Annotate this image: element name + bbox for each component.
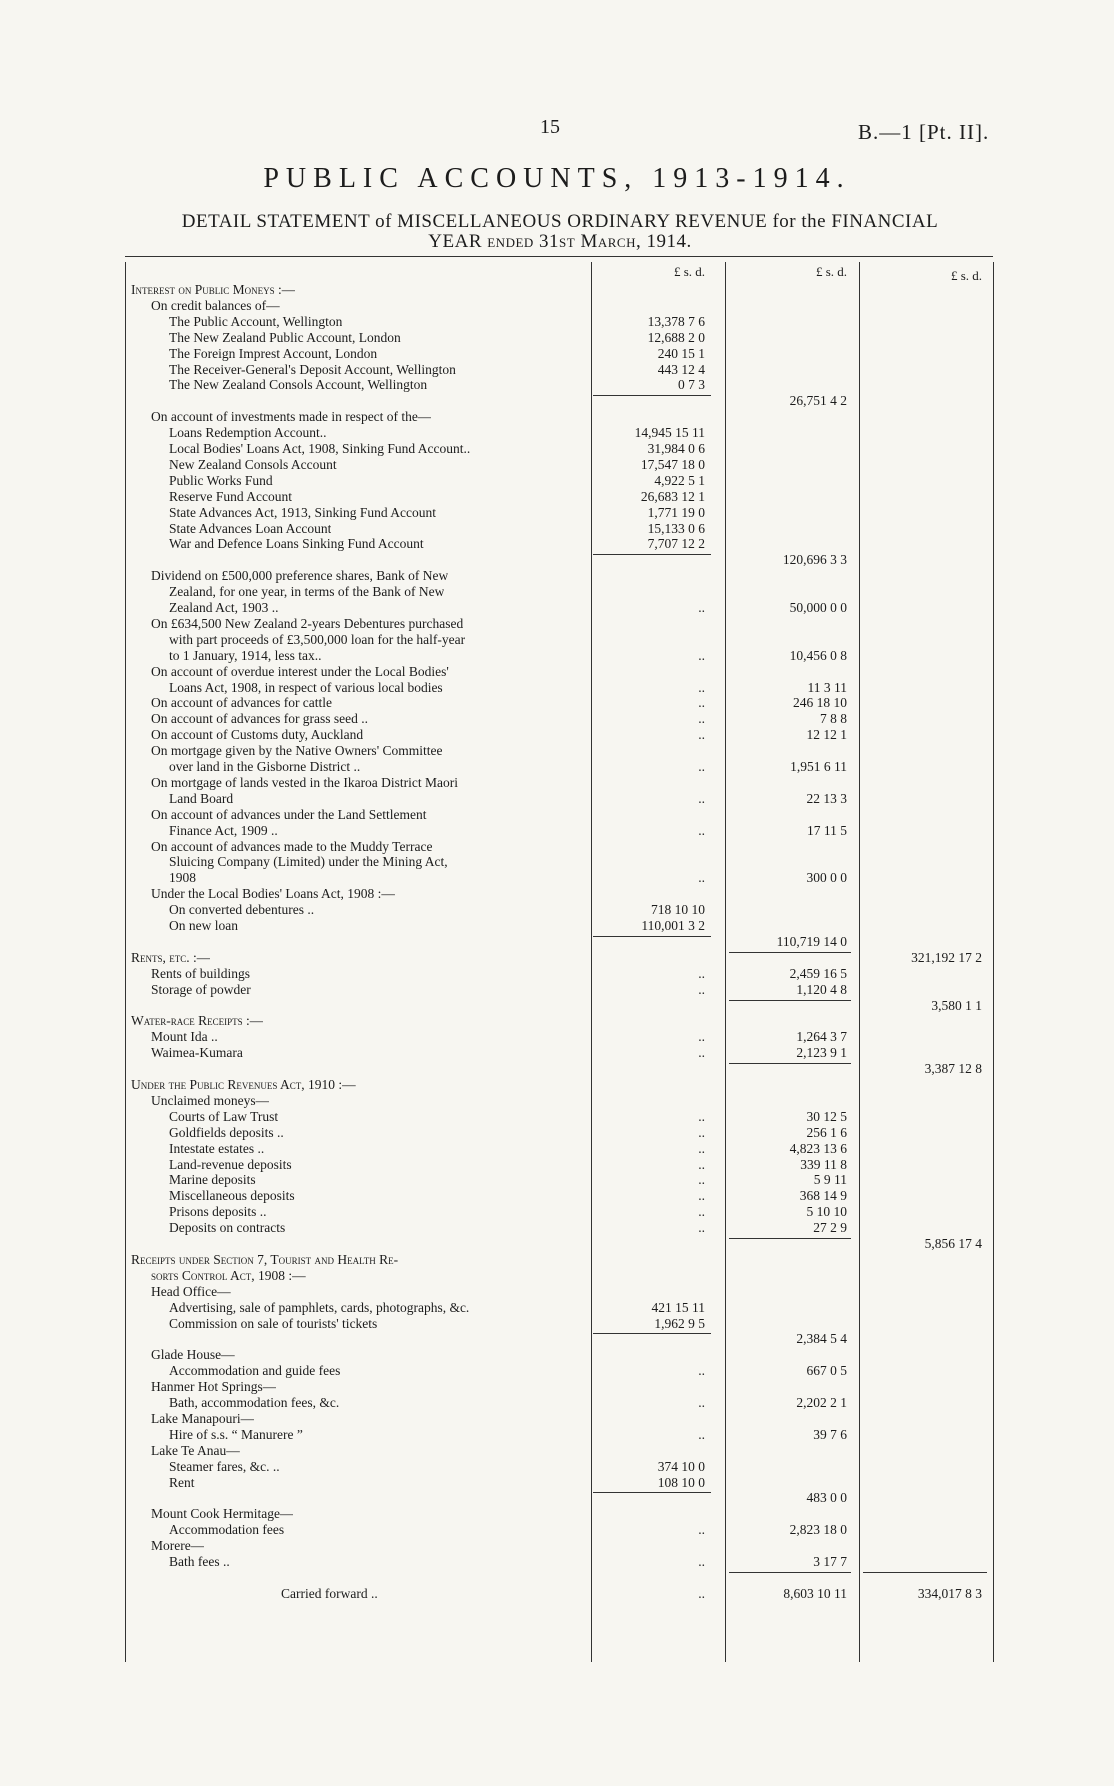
ledger-row [125, 711, 997, 727]
amount-column-1: 718 10 10 [651, 902, 705, 918]
ledger-row [125, 1538, 997, 1554]
total-rule [729, 1000, 851, 1001]
amount-column-2: 2,202 2 1 [796, 1395, 847, 1410]
ledger-row [125, 727, 997, 743]
item-description: Morere— [151, 1538, 205, 1554]
ledger-row [125, 314, 997, 330]
amount-column-3: 3,387 12 8 [924, 1061, 982, 1077]
ledger-row [125, 664, 997, 680]
item-description: Finance Act, 1909 .. [169, 822, 278, 838]
amount-column-1: 108 10 0 [657, 1474, 705, 1490]
item-description: 1908 [169, 870, 196, 886]
amount-column-1: .. [698, 1188, 705, 1204]
item-description: Zealand, for one year, in terms of the Bank of New [169, 584, 445, 600]
amount-column-2: 30 12 5 [806, 1108, 847, 1124]
ledger-row [125, 362, 997, 378]
item-description: Accommodation fees [169, 1522, 285, 1538]
amount-column-1: .. [698, 1554, 705, 1569]
amount-column-1: .. [698, 1585, 705, 1601]
ledger-row [125, 1157, 997, 1173]
amount-column-1: .. [698, 1124, 705, 1140]
ledger-row [125, 536, 997, 552]
ledger-row [125, 823, 997, 839]
amount-column-2: 1,264 3 7 [796, 1029, 847, 1045]
item-description: Local Bodies' Loans Act, 1908, Sinking Fund Account.. [169, 441, 471, 456]
amount-column-1: .. [698, 759, 705, 774]
item-description: On £634,500 New Zealand 2-years Debentures purchased [151, 615, 464, 631]
item-description: On credit balances of— [151, 297, 280, 313]
item-description: On account of advances for cattle [151, 695, 333, 711]
amount-column-1: .. [698, 1395, 705, 1410]
subtitle-line-1: DETAIL STATEMENT of MISCELLANEOUS ORDINARY REVENUE for the FINANCIAL [181, 211, 939, 232]
ledger-row [125, 1284, 997, 1300]
amount-column-2: 2,823 18 0 [789, 1522, 847, 1538]
ledger-row [125, 695, 997, 711]
ledger-row [125, 1316, 997, 1332]
item-description: State Advances Loan Account [169, 520, 332, 536]
amount-column-1: 4,922 5 1 [654, 472, 705, 488]
subtitle-line-2: YEAR ended 31st March, 1914. [428, 231, 692, 252]
item-description: Rent [169, 1474, 195, 1490]
ledger-row [125, 1029, 997, 1045]
document-reference: B.—1 [Pt. II]. [858, 120, 990, 144]
item-description: The Receiver-General's Deposit Account, Wellington [169, 361, 456, 377]
ledger-row [125, 1331, 997, 1347]
amount-column-1: .. [698, 1363, 705, 1379]
ledger-row [125, 377, 997, 393]
amount-column-3: 321,192 17 2 [911, 949, 982, 965]
item-description: Bath fees .. [169, 1554, 230, 1569]
item-description: Rents of buildings [151, 965, 251, 981]
total-rule [729, 1572, 851, 1573]
item-description: Hanmer Hot Springs— [151, 1379, 277, 1395]
item-description: with part proceeds of £3,500,000 loan for the half-year [169, 631, 466, 647]
amount-column-2: 1,951 6 11 [790, 759, 847, 774]
ledger-row [125, 1459, 997, 1475]
revenue-ledger-table [125, 262, 997, 1662]
amount-column-2: 256 1 6 [806, 1124, 847, 1140]
item-description: Commission on sale of tourists' tickets [169, 1315, 378, 1331]
item-description: Loans Redemption Account.. [169, 425, 327, 441]
amount-column-1: .. [698, 790, 705, 806]
item-description: Loans Act, 1908, in respect of various local bodies [169, 679, 443, 695]
ledger-row [125, 1395, 997, 1411]
ledger-row [125, 346, 997, 362]
amount-column-1: .. [698, 1029, 705, 1045]
amount-column-1: 1,962 9 5 [654, 1315, 705, 1331]
item-description: Under the Local Bodies' Loans Act, 1908 :— [151, 886, 395, 902]
ledger-row [125, 982, 997, 998]
total-rule [729, 952, 851, 953]
grand-total-rule [863, 1572, 987, 1573]
ledger-row [125, 759, 997, 775]
ledger-row [125, 330, 997, 346]
amount-column-2: 2,459 16 5 [789, 965, 847, 981]
ledger-row [125, 918, 997, 934]
item-description: Storage of powder [151, 981, 251, 997]
amount-column-3: 3,580 1 1 [931, 997, 982, 1013]
amount-column-2: 39 7 6 [813, 1426, 847, 1442]
amount-column-1: 443 12 4 [657, 361, 705, 377]
ledger-row [125, 409, 997, 425]
amount-column-1: .. [698, 695, 705, 711]
item-description: On account of advances under the Land Settlement [151, 806, 427, 822]
amount-column-2: 2,384 5 4 [796, 1331, 847, 1347]
amount-column-1: .. [698, 965, 705, 981]
amount-column-2: 17 11 5 [807, 822, 847, 838]
column-header-1: £ s. d. [673, 264, 705, 279]
amount-column-1: 7,707 12 2 [647, 536, 705, 552]
item-description: Deposits on contracts [169, 1220, 286, 1236]
amount-column-2: 27 2 9 [813, 1220, 847, 1236]
amount-column-2: 110,719 14 0 [776, 933, 847, 949]
amount-column-2: 1,120 4 8 [796, 981, 847, 997]
amount-column-1: .. [698, 1220, 705, 1236]
item-description: Miscellaneous deposits [169, 1188, 295, 1204]
amount-column-1: .. [698, 1108, 705, 1124]
statement-subtitle [120, 212, 1000, 252]
amount-column-2: 339 11 8 [800, 1156, 847, 1172]
ledger-row [125, 1252, 997, 1268]
amount-column-2: 11 3 11 [807, 679, 847, 695]
column-header-2: £ s. d. [815, 264, 847, 279]
ledger-row [125, 584, 997, 600]
amount-column-1: .. [698, 600, 705, 615]
amount-column-2: 120,696 3 3 [782, 552, 847, 568]
ledger-row [125, 1125, 997, 1141]
amount-column-3: 5,856 17 4 [924, 1236, 982, 1251]
amount-column-1: 374 10 0 [657, 1458, 705, 1474]
item-description: Courts of Law Trust [169, 1108, 279, 1124]
page-title: PUBLIC ACCOUNTS, 1913-1914. [263, 163, 851, 194]
amount-column-2: 2,123 9 1 [796, 1045, 847, 1061]
ledger-row [125, 775, 997, 791]
item-description: over land in the Gisborne District .. [169, 759, 361, 774]
item-description: Lake Te Anau— [151, 1442, 240, 1458]
ledger-row [125, 1013, 997, 1029]
ledger-row [125, 1586, 997, 1602]
ledger-row [125, 998, 997, 1014]
ledger-row [125, 854, 997, 870]
table-top-rule [125, 256, 993, 257]
amount-column-1: 15,133 0 6 [647, 520, 705, 536]
amount-column-2: 368 14 9 [799, 1188, 847, 1204]
item-description: Lake Manapouri— [151, 1410, 255, 1426]
amount-column-1: .. [698, 711, 705, 727]
amount-column-1: 0 7 3 [678, 377, 705, 393]
item-description: Steamer fares, &c. .. [169, 1458, 280, 1474]
ledger-row [125, 457, 997, 473]
ledger-row [125, 282, 997, 298]
amount-column-1: .. [698, 727, 705, 743]
amount-column-1: .. [698, 1156, 705, 1172]
section-heading: Receipts under Section 7, Tourist and Health Re- [131, 1251, 399, 1267]
amount-column-1: .. [698, 1045, 705, 1061]
item-description: Bath, accommodation fees, &c. [169, 1395, 340, 1410]
amount-column-1: .. [698, 1140, 705, 1156]
item-description: Marine deposits [169, 1172, 256, 1188]
ledger-row [125, 1506, 997, 1522]
amount-column-1: .. [698, 822, 705, 838]
ledger-row [125, 807, 997, 823]
amount-column-1: 14,945 15 11 [634, 425, 705, 441]
item-description: to 1 January, 1914, less tax.. [169, 647, 322, 663]
item-description: Prisons deposits .. [169, 1204, 267, 1220]
ledger-row [125, 1475, 997, 1491]
amount-column-1: 240 15 1 [657, 345, 705, 361]
column-header-row [125, 264, 997, 283]
subtotal-rule [593, 1492, 711, 1493]
item-description: The New Zealand Consols Account, Wellington [169, 377, 428, 393]
amount-column-1: .. [698, 647, 705, 663]
ledger-row [125, 1379, 997, 1395]
amount-column-2: 5 9 11 [813, 1172, 847, 1188]
amount-column-2: 22 13 3 [806, 790, 847, 806]
amount-column-2: 483 0 0 [806, 1490, 847, 1506]
ledger-row [125, 648, 997, 664]
item-description: State Advances Act, 1913, Sinking Fund Account [169, 504, 436, 520]
ledger-row [125, 600, 997, 616]
item-description: Hire of s.s. “ Manurere ” [169, 1426, 303, 1442]
amount-column-1: 17,547 18 0 [640, 456, 705, 472]
item-description: Advertising, sale of pamphlets, cards, photographs, &c. [169, 1299, 470, 1315]
section-heading: sorts Control Act, 1908 :— [151, 1267, 306, 1283]
ledger-row [125, 425, 997, 441]
item-description: Reserve Fund Account [169, 488, 292, 504]
ledger-row [125, 934, 997, 950]
ledger-row [125, 1061, 997, 1077]
amount-column-2: 300 0 0 [806, 870, 847, 886]
item-description: On converted debentures .. [169, 902, 315, 918]
amount-column-1: .. [698, 870, 705, 886]
amount-column-2: 4,823 13 6 [789, 1140, 847, 1156]
ledger-row [125, 1236, 997, 1252]
amount-column-1: .. [698, 1522, 705, 1538]
amount-column-1: .. [698, 679, 705, 695]
ledger-row [125, 791, 997, 807]
ledger-row [125, 680, 997, 696]
ledger-row [125, 521, 997, 537]
column-header-3: £ s. d. [950, 268, 982, 283]
ledger-row [125, 393, 997, 409]
item-description: On mortgage of lands vested in the Ikaroa District Maori [151, 774, 459, 790]
item-description: On mortgage given by the Native Owners' Committee [151, 743, 443, 759]
ledger-row [125, 1204, 997, 1220]
ledger-row [125, 441, 997, 457]
item-description: On account of investments made in respect of the— [151, 409, 432, 425]
subtotal-rule [593, 395, 711, 396]
item-description: Accommodation and guide fees [169, 1363, 341, 1379]
section-heading: Under the Public Revenues Act, 1910 :— [131, 1077, 356, 1092]
item-description: Intestate estates .. [169, 1140, 265, 1156]
ledger-row [125, 1411, 997, 1427]
amount-column-1: 31,984 0 6 [647, 441, 705, 456]
ledger-row [125, 1427, 997, 1443]
amount-column-2: 26,751 4 2 [789, 393, 847, 409]
ledger-row [125, 1363, 997, 1379]
amount-column-1: 12,688 2 0 [647, 329, 705, 345]
ledger-row [125, 505, 997, 521]
ledger-row [125, 870, 997, 886]
ledger-row [125, 489, 997, 505]
amount-column-1: .. [698, 1426, 705, 1442]
item-description: Land-revenue deposits [169, 1156, 292, 1172]
amount-column-1: .. [698, 1204, 705, 1220]
amount-column-3: 334,017 8 3 [917, 1585, 982, 1601]
subtotal-rule [593, 554, 711, 555]
item-description: New Zealand Consols Account [169, 456, 337, 472]
ledger-row [125, 950, 997, 966]
total-rule [729, 1063, 851, 1064]
item-description: On account of advances for grass seed .. [151, 711, 369, 727]
item-description: Mount Cook Hermitage— [151, 1506, 294, 1522]
amount-column-2: 246 18 10 [793, 695, 847, 711]
ledger-row [125, 1188, 997, 1204]
amount-column-2: 3 17 7 [813, 1554, 847, 1569]
amount-column-2: 5 10 10 [806, 1204, 847, 1220]
ledger-row [125, 1220, 997, 1236]
item-description: The Foreign Imprest Account, London [169, 345, 378, 361]
amount-column-1: 110,001 3 2 [641, 918, 705, 933]
amount-column-2: 7 8 8 [820, 711, 847, 727]
ledger-row [125, 1141, 997, 1157]
section-heading: Rents, etc. :— [131, 949, 211, 965]
item-description: Sluicing Company (Limited) under the Mining Act, [169, 854, 448, 870]
ledger-row [125, 743, 997, 759]
item-description: Mount Ida .. [151, 1029, 218, 1045]
item-description: On account of overdue interest under the Local Bodies' [151, 663, 449, 679]
item-description: The New Zealand Public Account, London [169, 329, 401, 345]
ledger-row [125, 1172, 997, 1188]
amount-column-2: 12 12 1 [806, 727, 847, 743]
ledger-row [125, 1554, 997, 1570]
amount-column-1: 26,683 12 1 [640, 488, 705, 504]
ledger-row [125, 568, 997, 584]
item-description: Zealand Act, 1903 .. [169, 600, 279, 615]
item-description: On account of advances made to the Muddy Terrace [151, 838, 433, 854]
amount-column-1: .. [698, 1172, 705, 1188]
item-description: Carried forward .. [281, 1585, 378, 1601]
amount-column-2: 50,000 0 0 [789, 600, 847, 615]
ledger-row [125, 552, 997, 568]
amount-column-2: 10,456 0 8 [789, 647, 847, 663]
ledger-row [125, 1268, 997, 1284]
ledger-row [125, 1045, 997, 1061]
amount-column-1: .. [698, 981, 705, 997]
ledger-row [125, 1443, 997, 1459]
item-description: Land Board [169, 790, 234, 806]
ledger-row [125, 886, 997, 902]
item-description: Waimea-Kumara [151, 1045, 243, 1061]
item-description: The Public Account, Wellington [169, 313, 343, 329]
ledger-row [125, 1093, 997, 1109]
ledger-row [125, 1077, 997, 1093]
section-heading: Water-race Receipts :— [131, 1013, 264, 1029]
page-number: 15 [540, 116, 560, 138]
ledger-row [125, 298, 997, 314]
ledger-row [125, 1522, 997, 1538]
subtotal-rule [593, 936, 711, 937]
amount-column-1: 1,771 19 0 [647, 504, 705, 520]
item-description: Public Works Fund [169, 472, 273, 488]
ledger-row [125, 473, 997, 489]
ledger-row [125, 632, 997, 648]
ledger-row [125, 839, 997, 855]
item-description: Head Office— [151, 1283, 231, 1299]
ledger-row [125, 616, 997, 632]
ledger-row [125, 902, 997, 918]
item-description: Unclaimed moneys— [151, 1092, 270, 1108]
ledger-row [125, 1347, 997, 1363]
item-description: Dividend on £500,000 preference shares, Bank of New [151, 568, 449, 584]
amount-column-2: 667 0 5 [806, 1363, 847, 1379]
ledger-row [125, 966, 997, 982]
section-heading: Interest on Public Moneys :— [131, 282, 296, 297]
ledger-row [125, 1490, 997, 1506]
amount-column-1: 13,378 7 6 [647, 313, 705, 329]
item-description: Glade House— [151, 1347, 235, 1363]
ledger-row [125, 1300, 997, 1316]
item-description: War and Defence Loans Sinking Fund Account [169, 536, 424, 552]
item-description: Goldfields deposits .. [169, 1124, 284, 1140]
ledger-row [125, 1109, 997, 1125]
amount-column-2: 8,603 10 11 [783, 1585, 847, 1601]
total-rule [729, 1238, 851, 1239]
item-description: On account of Customs duty, Auckland [151, 727, 364, 743]
subtotal-rule [593, 1333, 711, 1334]
item-description: On new loan [169, 918, 238, 933]
amount-column-1: 421 15 11 [651, 1299, 705, 1315]
